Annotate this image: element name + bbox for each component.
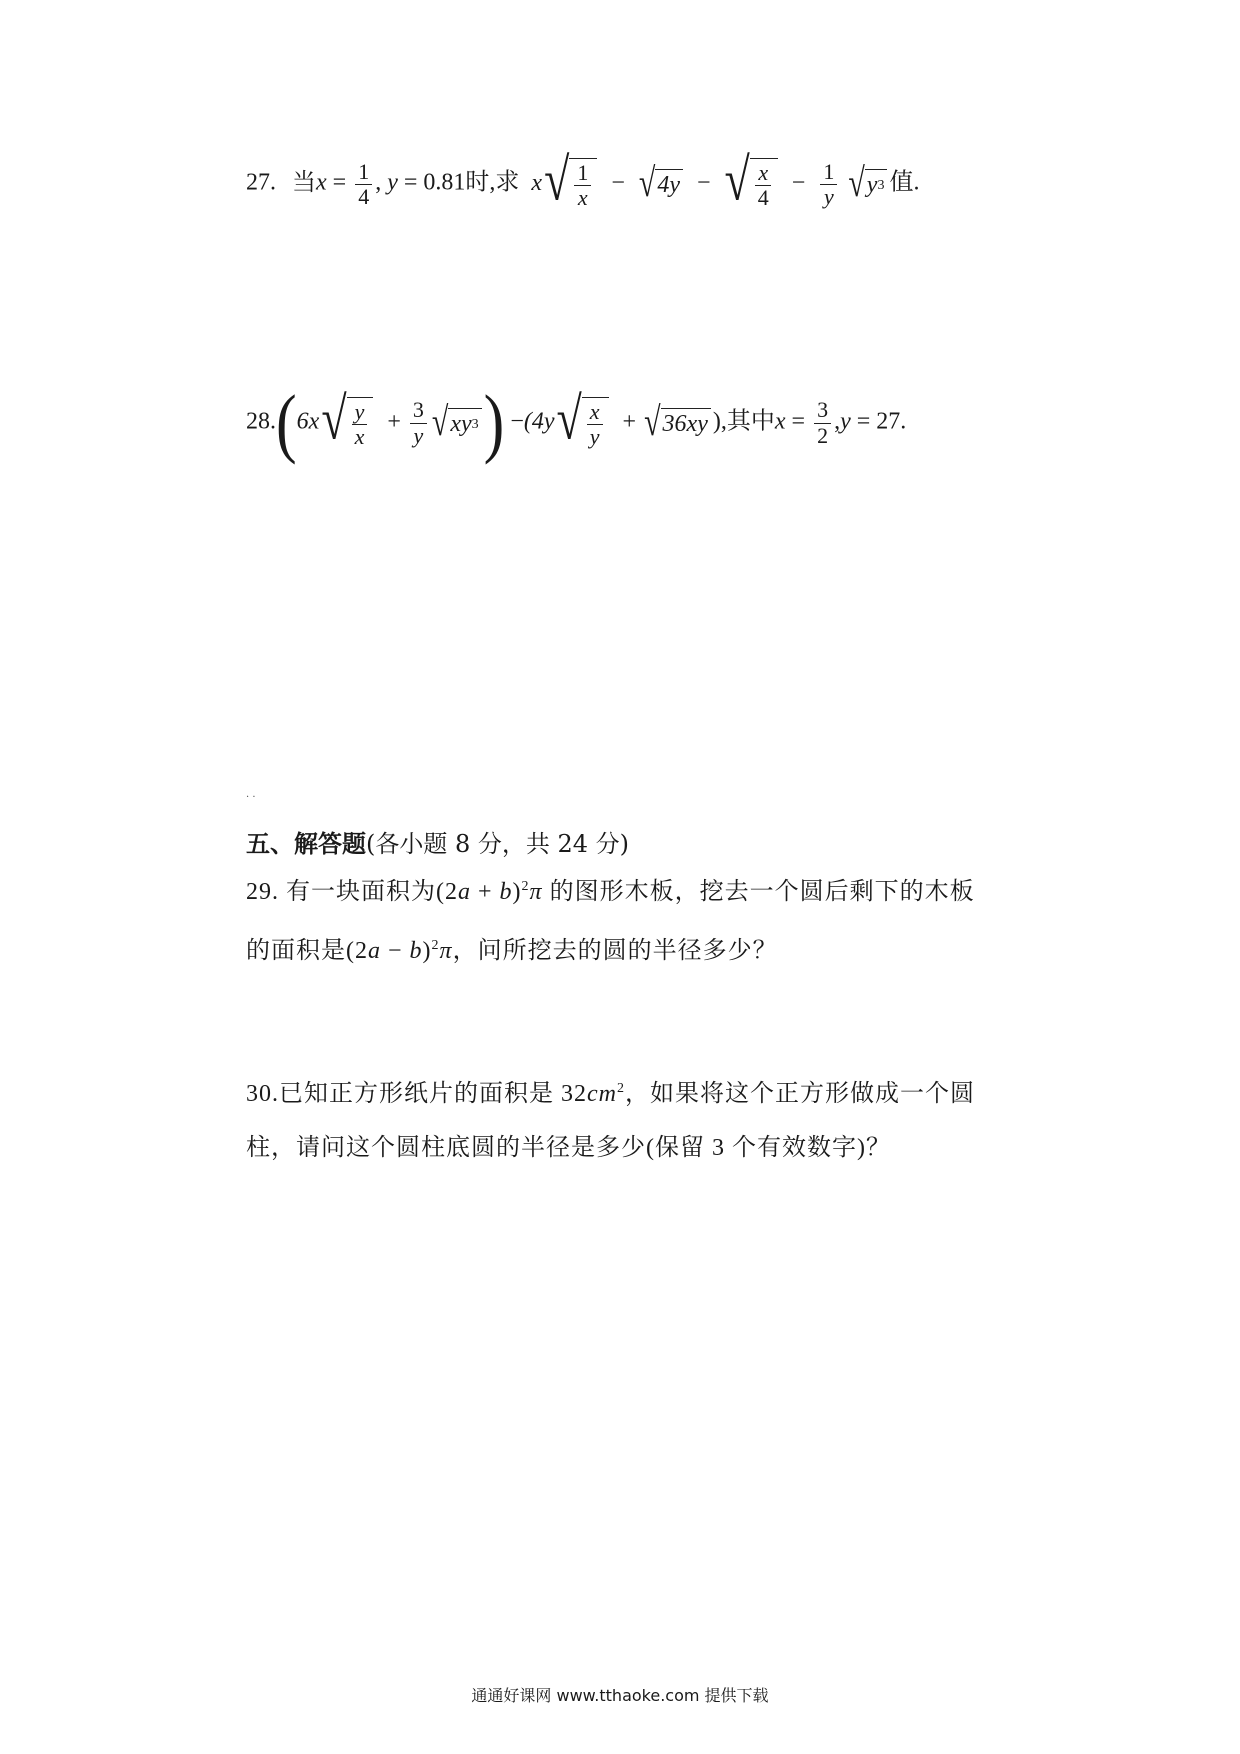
q27-radical-2: √ 4y [639,169,683,199]
q28-radical-1: √ $\frac{y}{x}$ [321,397,373,449]
q27-radical-4: √ y 3 [848,169,887,199]
q27-radical-3: √ $\frac{x}{4}$ [725,158,778,210]
q29-line-2: 的面积是$(2a - b)^2\pi$，问所挖去的圆的半径多少？ [246,938,778,964]
footer-source: 通通好课网 www.tthaoke.com 提供下载 [471,1686,769,1705]
question-29 [246,860,975,978]
scan-speck: · · [246,792,256,803]
q28-fraction-b: $\frac{3}{y}$ [410,398,427,447]
q27-prefix: 当 [292,169,316,196]
q27-tail: 值. [889,169,920,196]
q28-y-value: 27. [876,408,907,435]
question-28: 28.(6x √ $\frac{y}{x}$ + $\frac{3}{y}$ √ xy 3 ) −(4y √ $\frac{x}{y}$ + √ 36xy ),其中x = $\frac{3}{2}$ ,y = 27. [246,380,907,466]
q28-radical-2: √ xy 3 [432,408,482,438]
section-heading [246,824,629,859]
q27-radical-1: √ $\frac{1}{x}$ [544,158,597,210]
q30-line-2: 柱，请问这个圆柱底圆的半径是多少(保留 3 个有效数字)？ [246,1135,891,1161]
q30-line-1: 30.已知正方形纸片的面积是 $32cm^2$，如果将这个正方形做成一个圆 [246,1081,975,1107]
q27-y-value: 0.81 [423,169,466,196]
section-title: 五、解答题 [246,830,366,858]
q27-fraction-4: $\frac{1}{y}$ [820,160,837,209]
question-30 [246,1062,975,1175]
q27-number: 27. [246,169,276,196]
q28-radical-3: √ $\frac{x}{y}$ [557,397,609,449]
q28-number: 28. [246,408,276,435]
q27-x-fraction: $\frac{1}{4}$ [355,160,372,209]
section-note: (各小题 8 分，共 24 分) [366,830,630,858]
q28-x-fraction: $\frac{3}{2}$ [814,398,831,447]
q29-line-1: 29. 有一块面积为$(2a + b)^2\pi$ 的图形木板，挖去一个圆后剩下的木板 [246,879,975,905]
q28-radical-4: √ 36xy [644,408,711,438]
question-27: 27. 当x = $\frac{1}{4}$ , y = 0.81时,求 x √ $\frac{1}{x}$ − √ 4y − √ $\frac{x}{4}$ − $\frac{1}{y}$ √ y 3 值. [246,146,920,213]
